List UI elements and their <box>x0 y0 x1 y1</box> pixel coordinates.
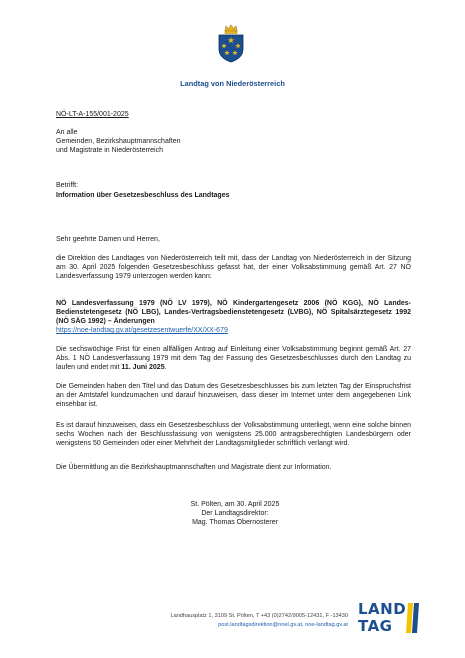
coat-of-arms-icon <box>216 23 246 63</box>
recipient-line: und Magistrate in Niederösterreich <box>56 147 163 154</box>
deadline-period: . <box>164 364 167 371</box>
publication-paragraph: Die Gemeinden haben den Titel und das Datum des Gesetzesbeschlusses bis zum letzten Tag der Einspruchsfrist an der Amtstafel kundzumachen und darauf hinzuweisen, dass dieser im Internet unter dem angegebenen Link einsehbar ist. <box>56 383 411 408</box>
deadline-text: Die sechswöchige Frist für einen allfälligen Antrag auf Einleitung einer Volksabstimmung beginnt gemäß Art. 27 Abs. 1 NÖ Landesverfassung 1979 mit dem Tag der Fassung des Gesetzesbeschlusses durch den Landtag zu laufen und endet mit <box>56 346 411 371</box>
referendum-paragraph: Es ist darauf hinzuweisen, dass ein Gesetzesbeschluss der Volksabstimmung unterliegt, wenn eine solche binnen sechs Wochen nach der Beschlussfassung von wenigstens 25.000 antragsberechtigten Landesbürgern oder wenigstens 50 Gemeinden oder einer Mehrheit der Landtagsmitglieder schriftlich verlangt wird. <box>56 422 411 447</box>
intro-paragraph: die Direktion des Landtages von Niederösterreich teilt mit, dass der Landtag von Niederösterreich in der Sitzung am 30. April 2025 folgenden Gesetzesbeschluss gefasst hat, der einer Volksabstimmung gemäß Art. 27 NÖ Landesverfassung 1979 unterzogen werden kann: <box>56 255 411 280</box>
law-titles: NÖ Landesverfassung 1979 (NÖ LV 1979), NÖ Kindergartengesetz 2006 (NÖ KGG), NÖ Landes-Bedienstetengesetz (NÖ LBG), Landes-Vertragsbedienstetengesetz (LVBG), NÖ Spitalsärztegesetz 1992 (NÖ SÄG 1992) – Änderungen <box>56 300 411 325</box>
logo-line-tag: TAG <box>358 617 393 635</box>
subject-label: Betrifft: <box>56 182 79 189</box>
footer-contact-links[interactable]: post.landtagsdirektion@noel.gv.at, noe-landtag.gv.at <box>218 622 348 628</box>
signature-block <box>120 500 350 527</box>
recipient-block <box>56 128 411 155</box>
logo-stripes-icon <box>406 603 420 633</box>
sign-role: Der Landtagsdirektor: <box>201 510 269 517</box>
letterhead-title: Landtag von Niederösterreich <box>180 79 285 88</box>
deadline-paragraph <box>56 345 411 372</box>
landtag-logo <box>358 600 420 636</box>
recipient-line: Gemeinden, Bezirkshauptmannschaften <box>56 138 181 145</box>
sign-place-date: St. Pölten, am 30. April 2025 <box>190 501 280 508</box>
footer-address: Landhausplatz 1, 3109 St. Pölten, T +43 (0)2742/9005-12431, F -13430 <box>170 613 348 619</box>
sign-name: Mag. Thomas Obernosterer <box>192 519 278 526</box>
salutation: Sehr geehrte Damen und Herren, <box>56 236 160 243</box>
logo-line-land: LAND <box>358 600 407 618</box>
recipient-line: An alle <box>56 129 78 136</box>
distribution-paragraph: Die Übermittlung an die Bezirkshauptmannschaften und Magistrate dient zur Information. <box>56 464 332 471</box>
law-link[interactable]: https://noe-landtag.gv.at/gesetzesentwuerfe/XX/XX-679 <box>56 327 228 334</box>
reference-number: NÖ-LT-A-155/001-2025 <box>56 111 129 118</box>
deadline-date: 11. Juni 2025 <box>121 364 165 371</box>
subject-text: Information über Gesetzesbeschluss des Landtages <box>56 192 230 199</box>
